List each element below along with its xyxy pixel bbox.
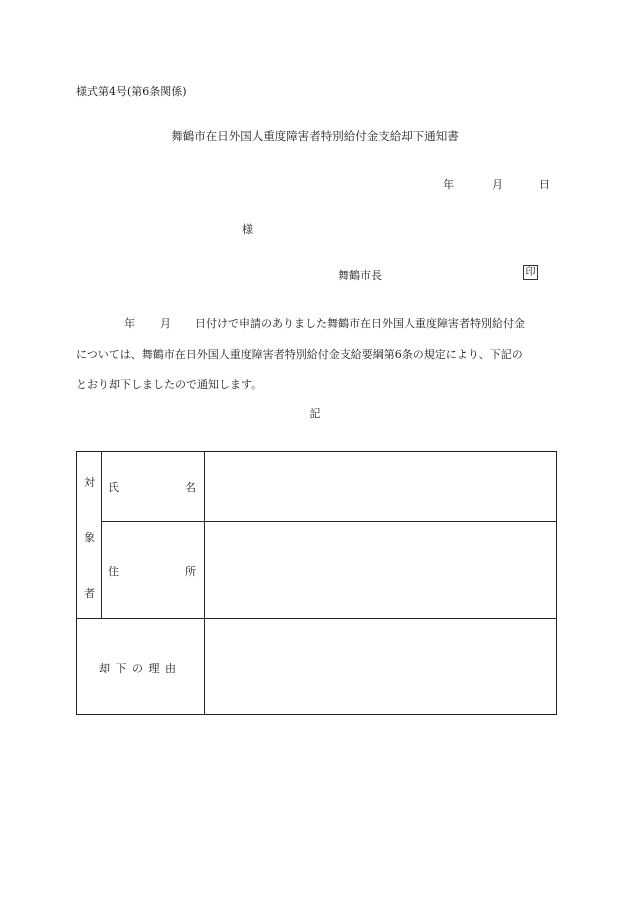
subject-char-2: 象: [84, 531, 95, 544]
body-month-label: 月: [160, 317, 171, 330]
table-divider: [101, 521, 556, 522]
details-table: [76, 451, 557, 715]
date-month-label: 月: [492, 178, 503, 191]
address-label-second: 所: [185, 565, 196, 578]
body-year-label: 年: [124, 317, 135, 330]
ki-heading: 記: [309, 407, 321, 420]
subject-char-3: 者: [84, 587, 95, 600]
table-divider: [204, 452, 205, 714]
date-day-label: 日: [539, 178, 550, 191]
body-line-1-text: 日付けで申請のありました舞鶴市在日外国人重度障害者特別給付金: [195, 317, 525, 330]
issuer-name: 舞鶴市長: [338, 269, 382, 282]
table-divider: [77, 618, 556, 619]
seal-mark: 印: [523, 265, 538, 280]
address-label-first: 住: [108, 565, 119, 578]
recipient-honorific: 様: [242, 223, 253, 236]
name-label-second: 名: [185, 481, 196, 494]
document-title: 舞鶴市在日外国人重度障害者特別給付金支給却下通知書: [171, 129, 459, 143]
subject-char-1: 対: [84, 476, 95, 489]
date-year-label: 年: [443, 178, 454, 191]
form-number: 様式第4号(第6条関係): [76, 85, 187, 98]
name-label-first: 氏: [108, 481, 119, 494]
body-line-3: とおり却下しましたので通知します。: [76, 378, 263, 391]
reason-label: 却 下 の 理 由: [99, 662, 177, 675]
table-divider: [101, 452, 102, 619]
body-line-2: については、舞鶴市在日外国人重度障害者特別給付金支給要綱第6条の規定により、下記の: [76, 348, 523, 361]
